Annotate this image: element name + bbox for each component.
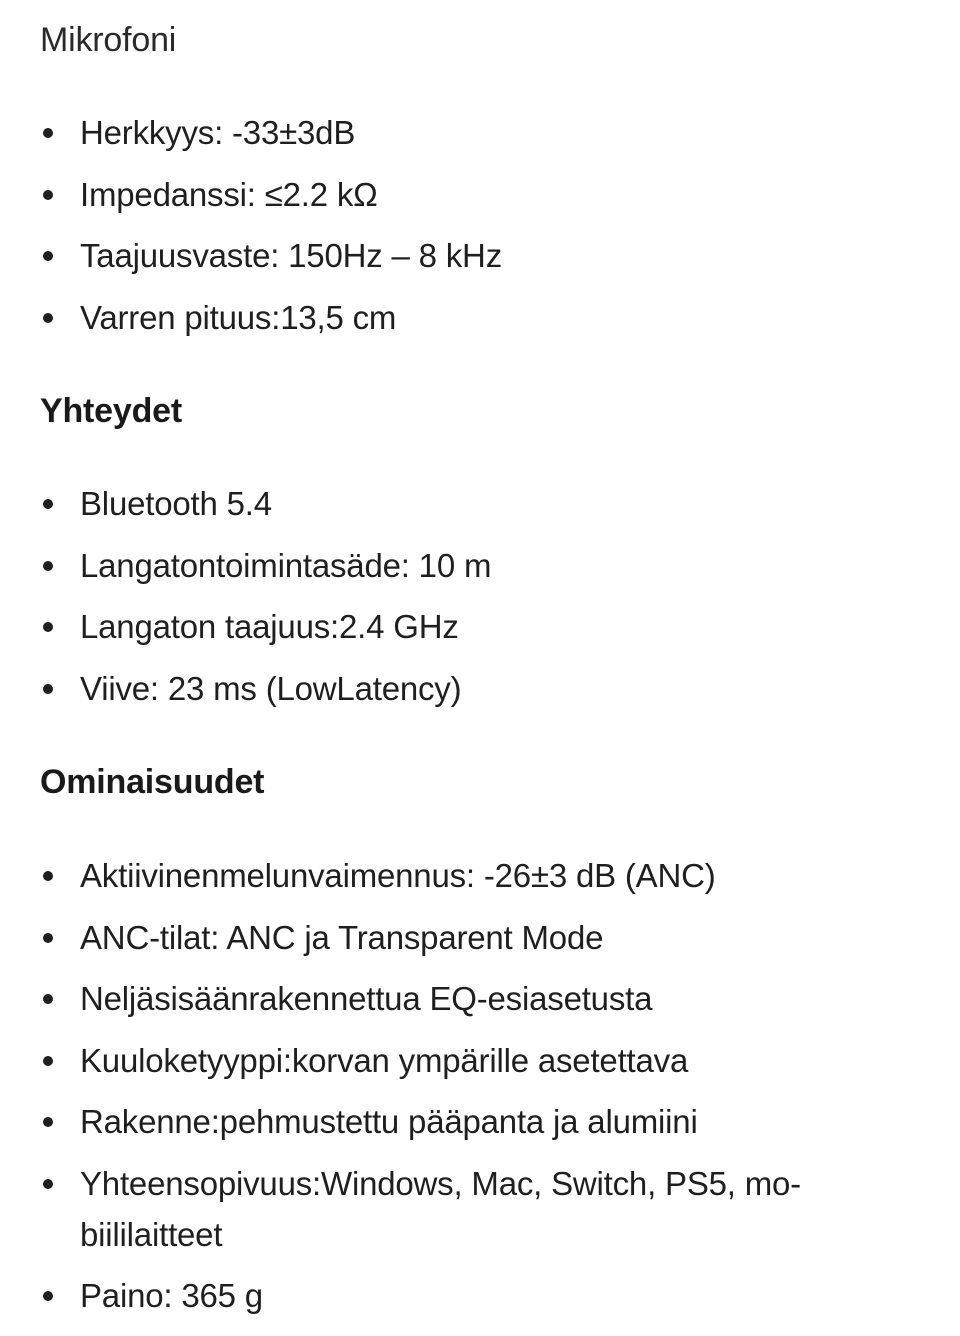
bullet-icon [40, 292, 80, 343]
list-item-text: Kuuloketyyppi:korvan ympärille asetettava [80, 1042, 689, 1079]
bullet-icon [40, 540, 80, 591]
section-title-ominaisuudet: Ominaisuudet [40, 763, 265, 801]
bullet-icon [40, 850, 80, 901]
list-item-text: Herkkyys: -33±3dB [80, 114, 356, 151]
bullet-icon [40, 1096, 80, 1147]
list-item-text: ANC-tilat: ANC ja Transparent Mode [80, 919, 604, 956]
list-item [40, 1158, 910, 1260]
list-item-text: Varren pituus:13,5 cm [80, 299, 397, 336]
list-item-text: Paino: 365 g [80, 1277, 263, 1314]
list-item [40, 1035, 910, 1086]
list-item [40, 973, 910, 1024]
list-item [40, 169, 910, 220]
list-item-text: Aktiivinenmelunvaimennus: -26±3 dB (ANC) [80, 857, 716, 894]
list-item [40, 107, 910, 158]
list-item-text: Langatontoimintasäde: 10 m [80, 547, 492, 584]
list-item [40, 540, 910, 591]
list-item-text: Langaton taajuus:2.4 GHz [80, 608, 459, 645]
list-item [40, 850, 910, 901]
list-item-text: Taajuusvaste: 150Hz – 8 kHz [80, 237, 502, 274]
bullet-icon [40, 1035, 80, 1086]
section-title-yhteydet: Yhteydet [40, 392, 182, 430]
list-item-text: Neljäsisäänrakennettua EQ-esiasetusta [80, 980, 653, 1017]
bullet-icon [40, 1270, 80, 1321]
list-item-text: Viive: 23 ms (LowLatency) [80, 670, 462, 707]
bullet-icon [40, 107, 80, 158]
list-item-text: Rakenne:pehmustettu pääpanta ja alumiini [80, 1103, 698, 1140]
list-item-text: Bluetooth 5.4 [80, 485, 272, 522]
list-item [40, 663, 910, 714]
bullet-icon [40, 973, 80, 1024]
list-item [40, 292, 910, 343]
list-item [40, 1096, 910, 1147]
bullet-icon [40, 601, 80, 652]
list-item [40, 478, 910, 529]
bullet-icon [40, 169, 80, 220]
list-item-text: Yhteensopivuus:Windows, Mac, Switch, PS5, mo- biililaitteet [80, 1165, 801, 1253]
bullet-icon [40, 230, 80, 281]
bullet-icon [40, 912, 80, 963]
list-item [40, 230, 910, 281]
list-item [40, 912, 910, 963]
bullet-icon [40, 478, 80, 529]
list-item [40, 1270, 910, 1321]
section-title-mikrofoni: Mikrofoni [40, 21, 177, 59]
list-item-text: Impedanssi: ≤2.2 kΩ [80, 176, 378, 213]
list-item [40, 601, 910, 652]
bullet-icon [40, 663, 80, 714]
bullet-icon [40, 1158, 80, 1209]
